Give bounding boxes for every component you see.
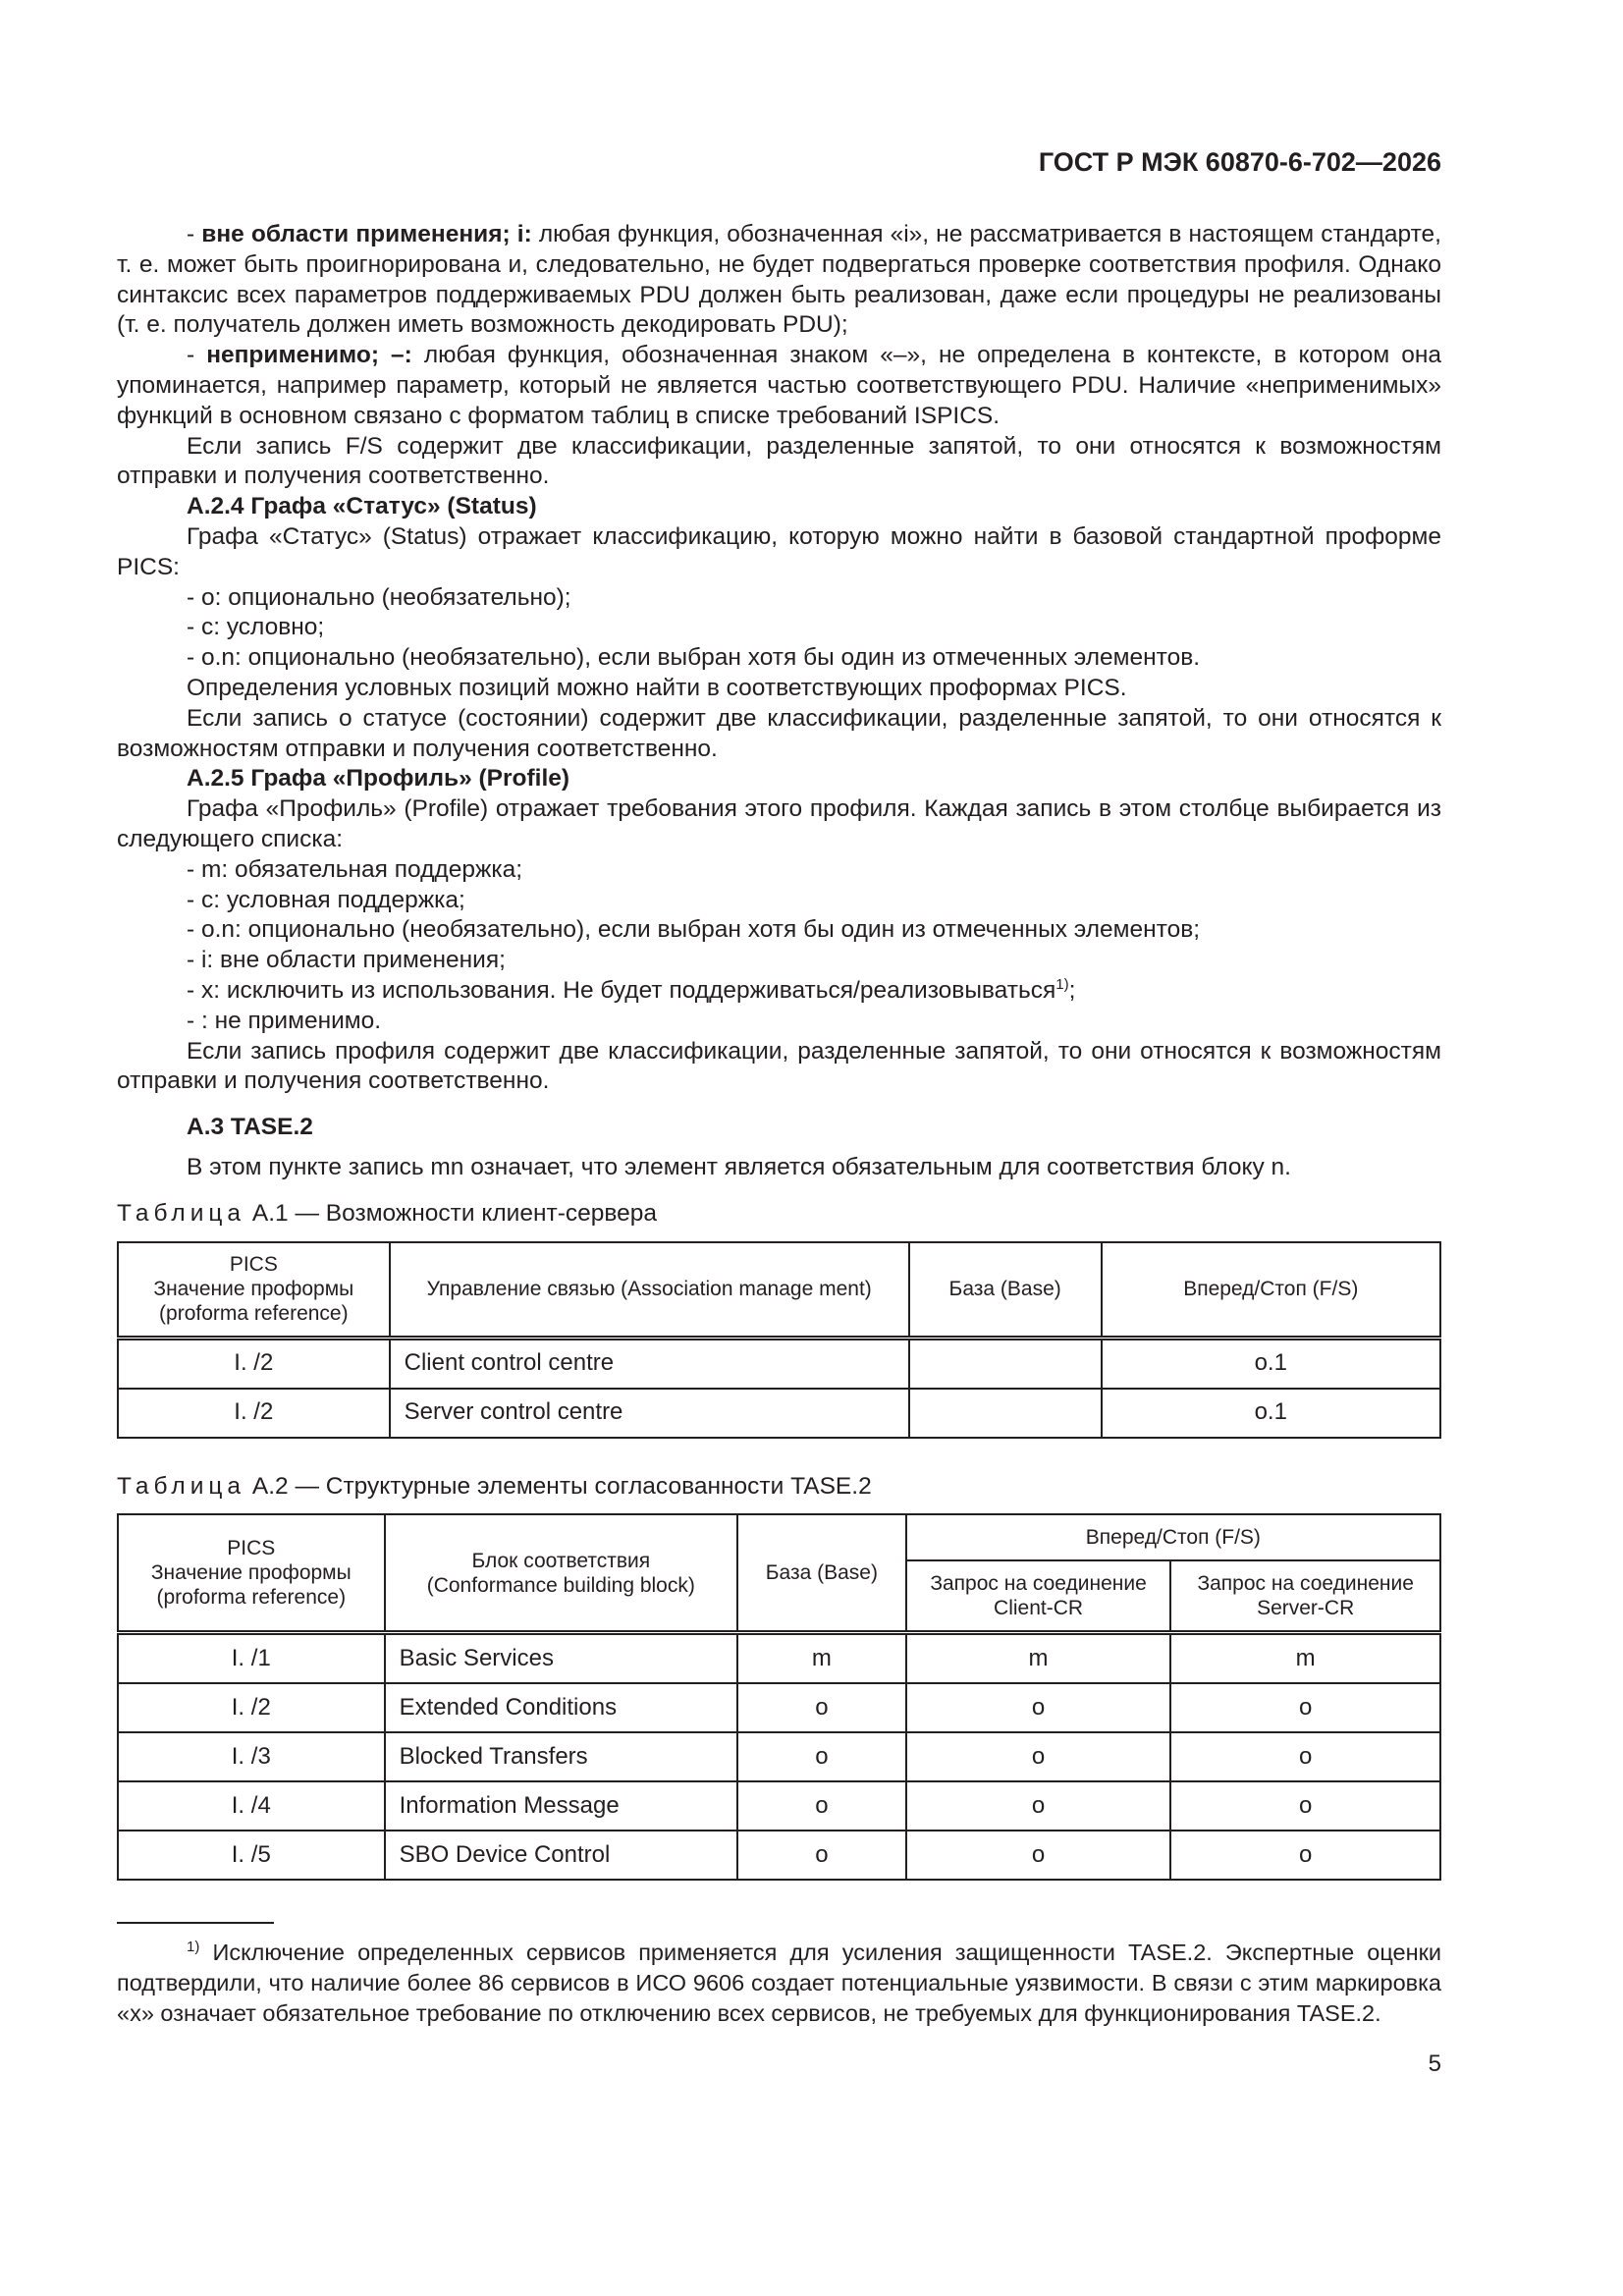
cell-fs: o.1 <box>1102 1338 1440 1389</box>
list-item-exclude-text: - x: исключить из использования. Не будет поддерживаться/реализовываться <box>187 976 1056 1004</box>
cell-server-cr: o <box>1170 1732 1440 1781</box>
paragraph-profile-intro: Графа «Профиль» (Profile) отражает требования этого профиля. Каждая запись в этом столбце выбирается из следующего списка: <box>117 795 1441 852</box>
column-header-client-cr: Запрос на соединение Client-CR <box>906 1560 1171 1633</box>
cell-pics-ref: I. /2 <box>118 1338 390 1389</box>
cell-association: Server control centre <box>390 1389 909 1438</box>
column-header-fs: Вперед/Стоп (F/S) <box>1102 1242 1440 1339</box>
cell-block: SBO Device Control <box>385 1831 737 1880</box>
cell-block: Blocked Transfers <box>385 1732 737 1781</box>
cell-base: o <box>737 1732 906 1781</box>
paragraph-not-applicable: - неприменимо; –: любая функция, обозначенная знаком «–», не определена в контексте, в котором она упоминается, например параметр, который не является частью соответствующего PDU. Наличие «неприменимых» функций в основном связано с форматом таблиц в списке требований ISPICS. <box>117 342 1442 429</box>
column-header-block: Блок соответствия (Conformance building block) <box>385 1514 737 1633</box>
cell-server-cr: o <box>1170 1781 1440 1831</box>
cell-client-cr: o <box>906 1831 1171 1880</box>
section-heading-a3: А.3 TASE.2 <box>187 1114 313 1141</box>
column-header-pics: PICS Значение проформы (proforma reference) <box>118 1242 390 1339</box>
cell-pics-ref: I. /2 <box>118 1389 390 1438</box>
list-item: - : не применимо. <box>187 1007 382 1034</box>
cell-base: o <box>737 1683 906 1732</box>
text-not-applicable: любая функция, обозначенная знаком «–», не определена в контексте, в котором она упоминается, например параметр, который не является частью соответствующего PDU. Наличие «неприменимых» функций в основном связано с форматом таблиц в списке требований ISPICS. <box>117 342 1442 429</box>
footnote <box>117 1938 1441 2028</box>
column-header-base: База (Base) <box>909 1242 1102 1339</box>
list-item: - m: обязательная поддержка; <box>187 855 523 883</box>
table-row <box>118 1389 1440 1438</box>
text-out-of-scope: любая функция, обозначенная «i», не рассматривается в настоящем стандарте, т. е. может быть проигнорирована и, следовательно, не будет подвергаться проверке соответствия профиля. Однако синтаксис всех параметров поддерживаемых PDU должен быть реализован, даже если процедуры не реализованы (т. е. получатель должен иметь возможность декодировать PDU); <box>117 221 1441 339</box>
paragraph-fs-two-classifications: Если запись F/S содержит две классификации, разделенные запятой, то они относятся к возможностям отправки и получения соответственно. <box>117 432 1441 490</box>
cell-base: o <box>737 1781 906 1831</box>
paragraph-conditional-definitions: Определения условных позиций можно найти в соответствующих проформах PICS. <box>187 674 1127 701</box>
cell-client-cr: o <box>906 1683 1171 1732</box>
paragraph-profile-two-classifications: Если запись профиля содержит две классификации, разделенные запятой, то они относятся к возможностям отправки и получения соответственно. <box>117 1037 1441 1095</box>
table-row <box>118 1633 1440 1684</box>
footnote-text: Исключение определенных сервисов применяется для усиления защищенности TASE.2. Экспертные оценки подтвердили, что наличие более 86 сервисов в ИСО 9606 создает потенциальные уязвимости. В связи с этим маркировка «x» означает обязательное требование по отключению всех сервисов, не требуемых для функционирования TASE.2. <box>117 1940 1441 2026</box>
table-row <box>118 1338 1440 1389</box>
list-item: - o.n: опционально (необязательно), если выбран хотя бы один из отмеченных элементов; <box>187 916 1201 944</box>
list-item-exclude <box>117 976 1441 1007</box>
table2-caption-label: Таблица <box>117 1472 246 1500</box>
cell-base <box>909 1389 1102 1438</box>
cell-server-cr: o <box>1170 1683 1440 1732</box>
column-header-pics: PICS Значение проформы (proforma reference) <box>118 1514 385 1633</box>
table1-caption-label: Таблица <box>117 1199 246 1227</box>
cell-pics-ref: I. /2 <box>118 1683 385 1732</box>
cell-server-cr: o <box>1170 1831 1440 1880</box>
cell-association: Client control centre <box>390 1338 909 1389</box>
term-out-of-scope: вне области применения; i: <box>201 221 532 247</box>
column-header-base: База (Base) <box>737 1514 906 1633</box>
cell-server-cr: m <box>1170 1633 1440 1684</box>
column-header-server-cr: Запрос на соединение Server-CR <box>1170 1560 1440 1633</box>
cell-client-cr: m <box>906 1633 1171 1684</box>
column-header-fs: Вперед/Стоп (F/S) <box>906 1514 1440 1560</box>
list-item: - c: условно; <box>187 614 325 641</box>
list-item: - o.n: опционально (необязательно), если выбран хотя бы один из отмеченных элементов. <box>187 644 1201 672</box>
document-body <box>117 220 1441 2029</box>
document-code-header: ГОСТ Р МЭК 60870-6-702—2026 <box>1038 147 1441 177</box>
footnote-ref[interactable]: 1) <box>1055 975 1069 993</box>
cell-fs: o.1 <box>1102 1389 1440 1438</box>
cell-client-cr: o <box>906 1732 1171 1781</box>
table-header-row <box>118 1242 1440 1339</box>
table1-caption <box>117 1199 1441 1230</box>
cell-block: Information Message <box>385 1781 737 1831</box>
table-client-server-capabilities <box>117 1241 1441 1439</box>
cell-client-cr: o <box>906 1781 1171 1831</box>
section-heading-a24: А.2.4 Графа «Статус» (Status) <box>187 493 537 520</box>
paragraph-status-two-classifications: Если запись о статусе (состоянии) содержит две классификации, разделенные запятой, то они относятся к возможностям отправки и получения соответственно. <box>117 704 1441 762</box>
paragraph-out-of-scope: - вне области применения; i: любая функция, обозначенная «i», не рассматривается в настоящем стандарте, т. е. может быть проигнорирована и, следовательно, не будет подвергаться проверке соответствия профиля. Однако синтаксис всех параметров поддерживаемых PDU должен быть реализован, даже если процедуры не реализованы (т. е. получатель должен иметь возможность декодировать PDU); <box>117 221 1441 339</box>
list-item-exclude-tail: ; <box>1068 976 1076 1004</box>
list-item: - i: вне области применения; <box>187 947 506 974</box>
cell-pics-ref: I. /4 <box>118 1781 385 1831</box>
cell-block: Basic Services <box>385 1633 737 1684</box>
table-header-row <box>118 1514 1440 1560</box>
cell-pics-ref: I. /3 <box>118 1732 385 1781</box>
list-item: - c: условная поддержка; <box>187 886 465 913</box>
cell-pics-ref: I. /5 <box>118 1831 385 1880</box>
cell-base: o <box>737 1831 906 1880</box>
paragraph-status-intro: Графа «Статус» (Status) отражает классификацию, которую можно найти в базовой стандартной проформе PICS: <box>117 522 1441 580</box>
table2-caption-text: А.2 — Структурные элементы согласованности TASE.2 <box>251 1472 872 1500</box>
table-row <box>118 1732 1440 1781</box>
table2-caption <box>117 1472 1441 1503</box>
term-not-applicable: неприменимо; –: <box>206 342 412 369</box>
footnote-mark: 1) <box>187 1939 200 1956</box>
table-row <box>118 1781 1440 1831</box>
list-item: - o: опционально (необязательно); <box>187 583 571 611</box>
cell-base: m <box>737 1633 906 1684</box>
table-row <box>118 1831 1440 1880</box>
page-number: 5 <box>1428 2050 1441 2077</box>
cell-pics-ref: I. /1 <box>118 1633 385 1684</box>
table1-caption-text: А.1 — Возможности клиент-сервера <box>251 1199 658 1227</box>
paragraph-mn-meaning: В этом пункте запись mn означает, что элемент является обязательным для соответствия блоку n. <box>187 1153 1291 1180</box>
column-header-association: Управление связью (Association manage ment) <box>390 1242 909 1339</box>
table-row <box>118 1683 1440 1732</box>
cell-base <box>909 1338 1102 1389</box>
section-heading-a25: А.2.5 Графа «Профиль» (Profile) <box>187 765 570 793</box>
footnote-separator <box>117 1922 274 1924</box>
table-conformance-building-blocks <box>117 1513 1441 1881</box>
cell-block: Extended Conditions <box>385 1683 737 1732</box>
